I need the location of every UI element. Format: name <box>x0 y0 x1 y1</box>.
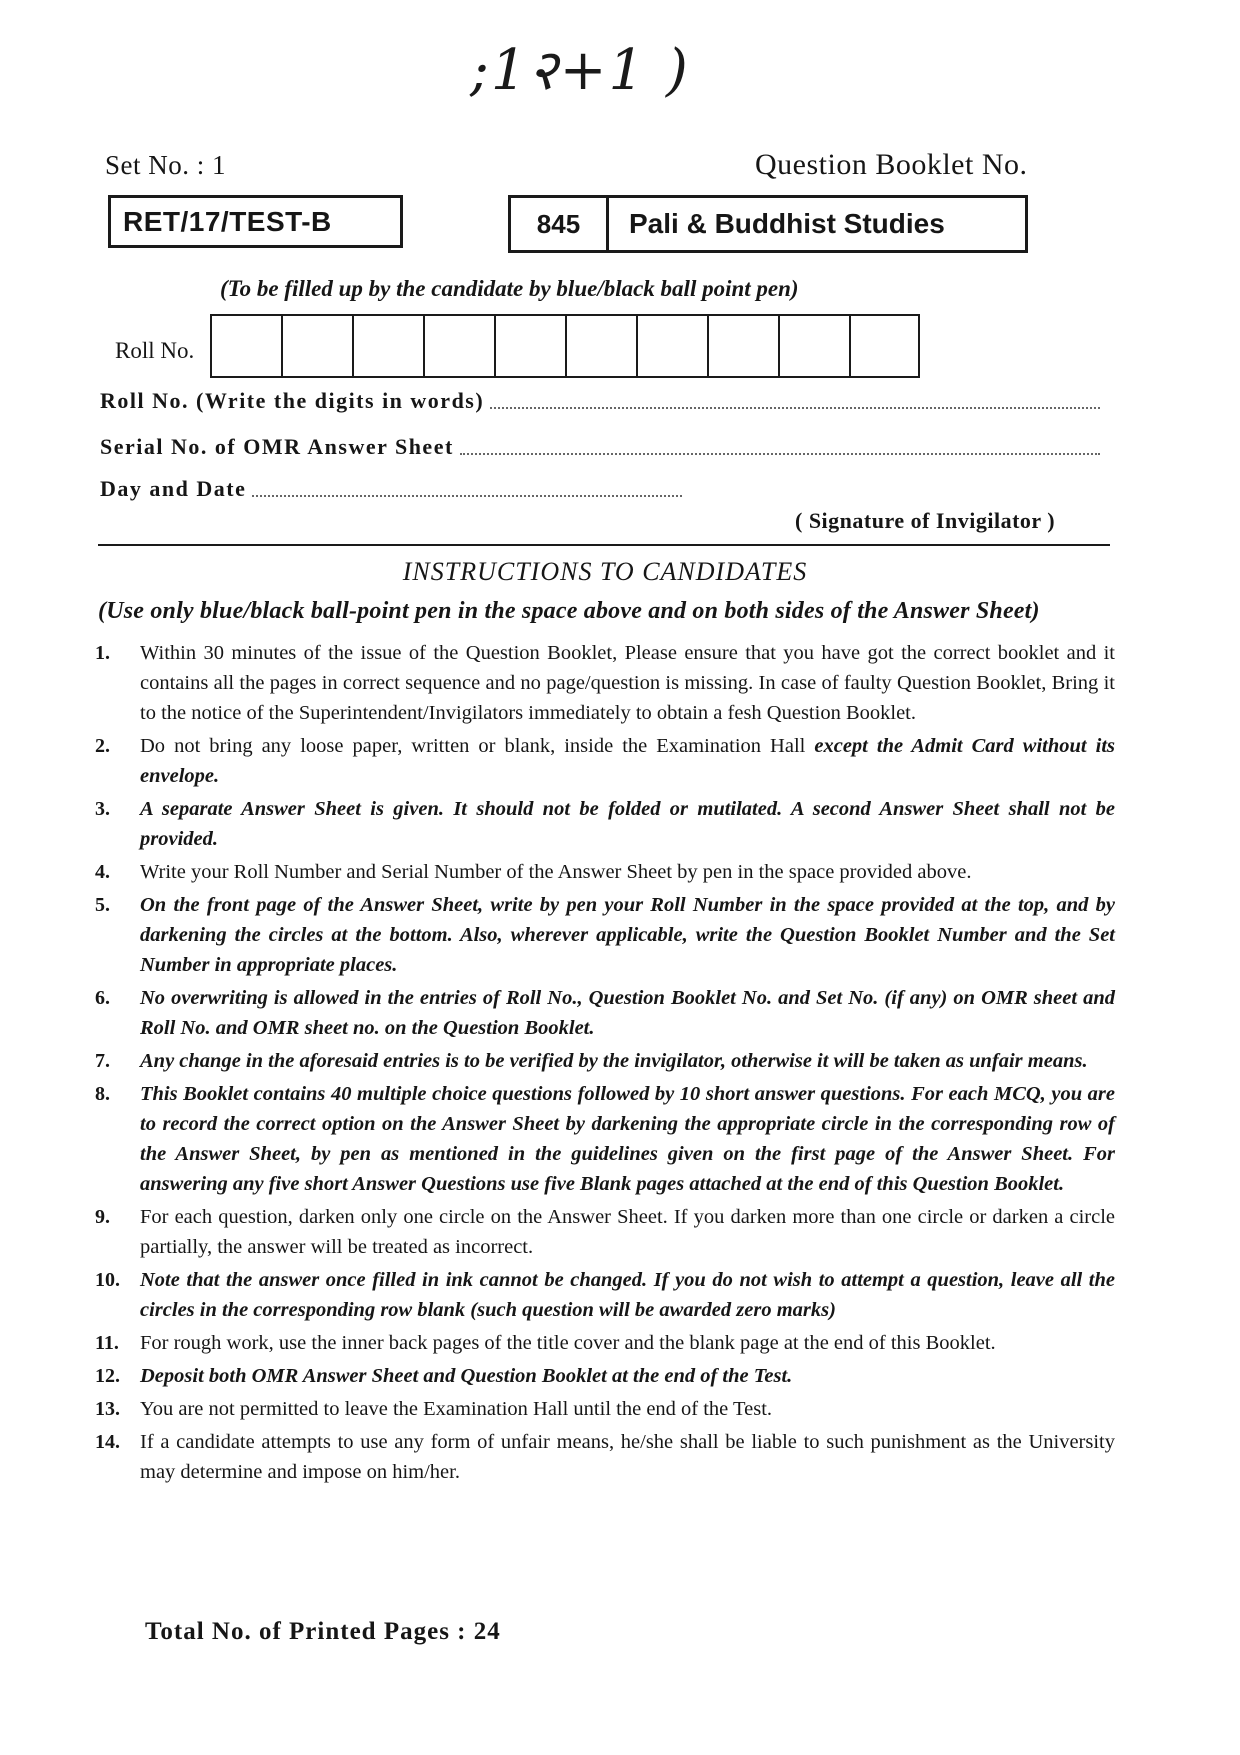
item-text: If a candidate attempts to use any form of unfair means, he/she shall be liable to such punishment as the University may determine and impose on him/her. <box>140 1431 1115 1483</box>
day-date-line[interactable] <box>252 495 682 497</box>
instruction-item <box>95 1361 1115 1391</box>
item-text: For each question, darken only one circle on the Answer Sheet. If you darken more than one circle or darken a circle partially, the answer will be treated as incorrect. <box>140 1206 1115 1258</box>
handwritten-note: ;1२+1 ) <box>470 38 690 103</box>
day-date-label: Day and Date <box>100 476 247 501</box>
item-emphasis: A separate Answer Sheet is given. It should not be folded or mutilated. A second Answer Sheet shall not be provided. <box>140 798 1115 850</box>
instruction-item <box>95 1079 1115 1199</box>
invigilator-signature-label: ( Signature of Invigilator ) <box>795 508 1056 533</box>
item-number: 10. <box>95 1269 120 1291</box>
item-text: For rough work, use the inner back pages of the title cover and the blank page at the end of this Booklet. <box>140 1332 996 1354</box>
instruction-item <box>95 1427 1115 1487</box>
instruction-item <box>95 794 1115 854</box>
item-number: 6. <box>95 987 110 1009</box>
item-emphasis: Note that the answer once filled in ink cannot be changed. If you do not wish to attempt a question, leave all the circles in the corresponding row blank (such question will be awarded zero marks) <box>140 1269 1115 1321</box>
item-emphasis: Deposit both OMR Answer Sheet and Question Booklet at the end of the Test. <box>140 1365 793 1387</box>
roll-digit-box[interactable] <box>638 316 709 376</box>
item-text: Write your Roll Number and Serial Number of the Answer Sheet by pen in the space provided above. <box>140 861 972 883</box>
instructions-subtitle: (Use only blue/black ball-point pen in the space above and on both sides of the Answer Sheet) <box>98 598 1040 624</box>
roll-in-words-label: Roll No. (Write the digits in words) <box>100 388 485 413</box>
item-emphasis: This Booklet contains 40 multiple choice questions followed by 10 short answer questions. For each MCQ, you are to record the correct option on the Answer Sheet by darkening the appropriate circle in the corresponding row of the Answer Sheet, by pen as mentioned in the guidelines given on the first page of the Answer Sheet. For answering any five short Answer Questions use five Blank pages attached at the end of this Question Booklet. <box>140 1083 1115 1195</box>
item-number: 12. <box>95 1365 120 1387</box>
roll-no-label: Roll No. <box>115 338 195 363</box>
instruction-item <box>95 890 1115 980</box>
omr-serial-label: Serial No. of OMR Answer Sheet <box>100 434 454 459</box>
roll-no-grid[interactable] <box>210 314 920 378</box>
instruction-item <box>95 1046 1115 1076</box>
divider <box>98 544 1110 546</box>
subject-code: 845 <box>511 198 609 250</box>
item-number: 14. <box>95 1431 120 1453</box>
item-number: 8. <box>95 1083 110 1105</box>
roll-digit-box[interactable] <box>354 316 425 376</box>
omr-serial-line[interactable] <box>460 453 1100 455</box>
test-code-box <box>108 195 403 248</box>
test-code: RET/17/TEST-B <box>123 205 332 237</box>
item-number: 2. <box>95 735 110 757</box>
omr-serial-row <box>100 434 1100 460</box>
instruction-item <box>95 1202 1115 1262</box>
subject-name: Pali & Buddhist Studies <box>629 208 945 239</box>
roll-digit-box[interactable] <box>709 316 780 376</box>
item-number: 4. <box>95 861 110 883</box>
instruction-item <box>95 638 1115 728</box>
item-emphasis: except the Admit Card without its envelope. <box>140 735 1115 787</box>
instruction-item <box>95 1394 1115 1424</box>
roll-digit-box[interactable] <box>283 316 354 376</box>
subject-box <box>508 195 1028 253</box>
instruction-item <box>95 1265 1115 1325</box>
instruction-item <box>95 983 1115 1043</box>
roll-digit-box[interactable] <box>496 316 567 376</box>
roll-in-words-row <box>100 388 1100 414</box>
item-number: 7. <box>95 1050 110 1072</box>
item-number: 1. <box>95 642 110 664</box>
item-emphasis: No overwriting is allowed in the entries of Roll No., Question Booklet No. and Set No. (if any) on OMR sheet and Roll No. and OMR sheet no. on the Question Booklet. <box>140 987 1115 1039</box>
instructions-list <box>95 638 1115 1490</box>
item-text: Within 30 minutes of the issue of the Question Booklet, Please ensure that you have got the correct booklet and it contains all the pages in correct sequence and no page/question is missing. In case of faulty Question Booklet, Bring it to the notice of the Superintendent/Invigilators immediately to obtain a fesh Question Booklet. <box>140 642 1115 724</box>
instructions-title: INSTRUCTIONS TO CANDIDATES <box>402 557 808 586</box>
roll-digit-box[interactable] <box>851 316 918 376</box>
item-text: You are not permitted to leave the Examination Hall until the end of the Test. <box>140 1398 773 1420</box>
item-number: 3. <box>95 798 110 820</box>
item-number: 5. <box>95 894 110 916</box>
total-printed-pages: Total No. of Printed Pages : 24 <box>145 1618 501 1645</box>
set-number: Set No. : 1 <box>105 150 227 180</box>
day-date-row <box>100 476 682 502</box>
instruction-item <box>95 1328 1115 1358</box>
item-emphasis: On the front page of the Answer Sheet, write by pen your Roll Number in the space provided at the top, and by darkening the circles at the bottom. Also, wherever applicable, write the Question Booklet Number and the Set Number in appropriate places. <box>140 894 1115 976</box>
instruction-item <box>95 731 1115 791</box>
item-number: 9. <box>95 1206 110 1228</box>
roll-digit-box[interactable] <box>567 316 638 376</box>
item-emphasis: Any change in the aforesaid entries is to be verified by the invigilator, otherwise it will be taken as unfair means. <box>140 1050 1088 1072</box>
question-booklet-no-label: Question Booklet No. <box>755 148 1028 181</box>
roll-digit-box[interactable] <box>425 316 496 376</box>
item-number: 11. <box>95 1332 119 1354</box>
instruction-item <box>95 857 1115 887</box>
item-text: Do not bring any loose paper, written or blank, inside the Examination Hall <box>140 735 806 757</box>
fill-instruction: (To be filled up by the candidate by blue/black ball point pen) <box>220 276 799 301</box>
roll-digit-box[interactable] <box>212 316 283 376</box>
roll-in-words-line[interactable] <box>490 407 1100 409</box>
item-number: 13. <box>95 1398 120 1420</box>
roll-digit-box[interactable] <box>780 316 851 376</box>
